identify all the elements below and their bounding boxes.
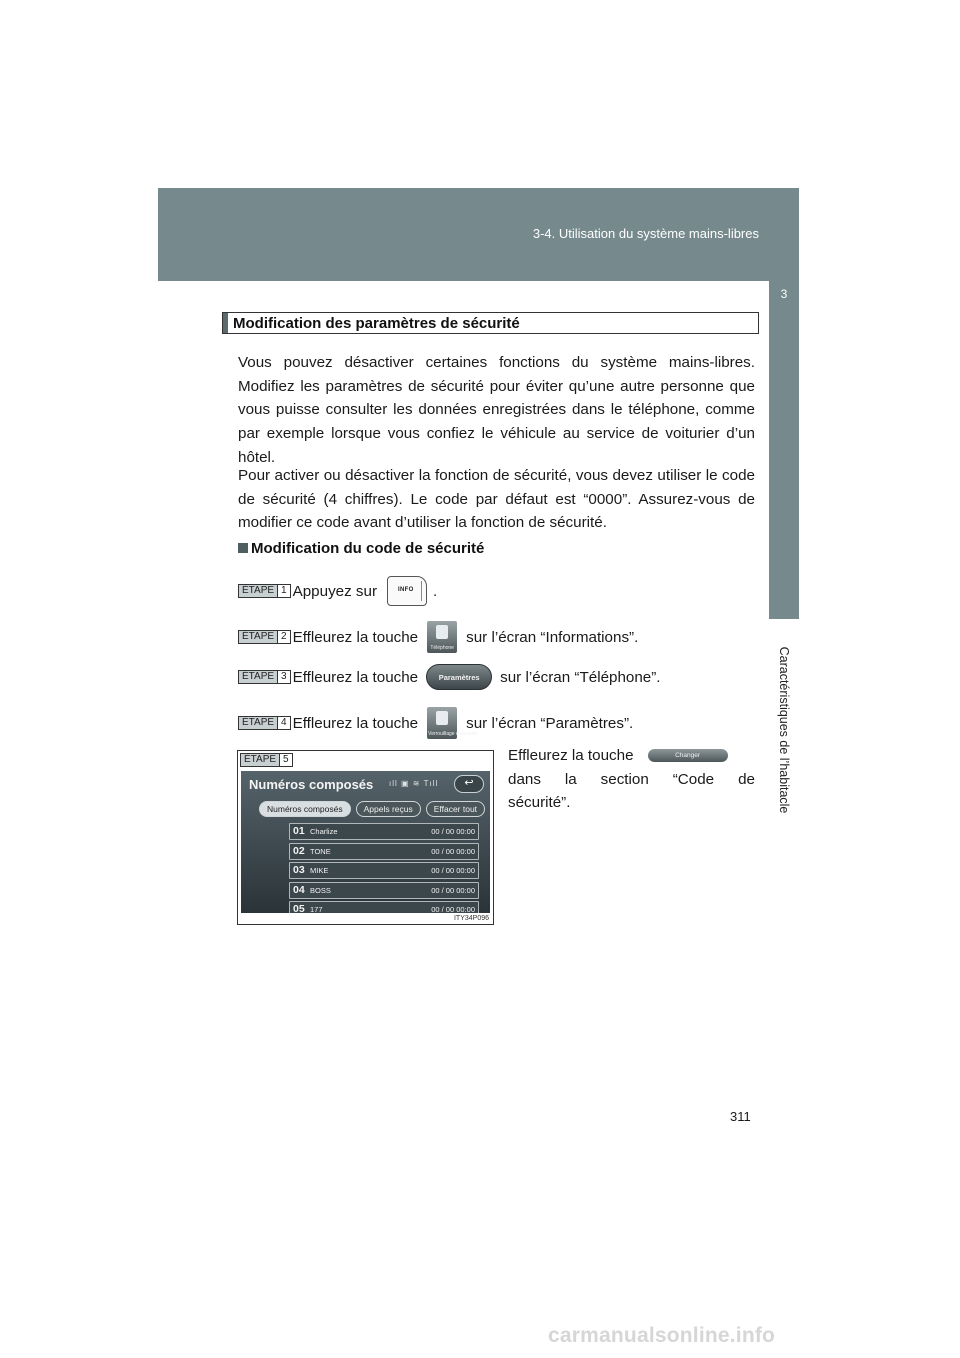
step-2 <box>238 621 638 653</box>
telephone-touch-icon: Téléphone <box>427 621 457 653</box>
section-title: Modification des paramètres de sécurité <box>233 315 520 332</box>
dialed-numbers-screen <box>241 771 490 913</box>
step-5-figure <box>237 750 494 925</box>
lock-icon <box>436 711 448 725</box>
changer-touch-icon: Changer <box>648 749 728 762</box>
step-badge: ÉTAPE 1 <box>238 584 291 598</box>
heading-bar <box>223 313 228 333</box>
step-text-end: sur l’écran “Informations”. <box>466 628 639 646</box>
list-item: 04 BOSS 00 / 00 00:00 <box>289 882 479 899</box>
step-5-text: Effleurez la touche Changer dans la section “Code de sécurité”. <box>508 744 755 815</box>
section-heading <box>222 312 759 334</box>
list-item: 01 Charlize 00 / 00 00:00 <box>289 823 479 840</box>
square-bullet-icon <box>238 543 248 553</box>
chapter-tab <box>769 279 799 619</box>
step-text-end: . <box>433 582 438 600</box>
call-list <box>289 823 479 913</box>
step-badge: ÉTAPE 2 <box>238 630 291 644</box>
list-item: 03 MIKE 00 / 00 00:00 <box>289 862 479 879</box>
step-1 <box>238 576 437 606</box>
watermark: carmanualsonline.info <box>548 1324 776 1347</box>
step-text-end: sécurité”. <box>508 794 571 812</box>
step-text: Appuyez sur <box>292 582 378 600</box>
info-button-icon: INFO <box>387 576 427 606</box>
chapter-section-title: 3-4. Utilisation du système mains-libres <box>532 226 759 241</box>
phone-icon <box>436 625 448 639</box>
step-3 <box>238 664 661 690</box>
chapter-number: 3 <box>780 287 788 301</box>
step-badge: ÉTAPE 3 <box>238 670 291 684</box>
status-icons: ıll ▣ ≋ Tıll <box>389 779 439 788</box>
step-text: Effleurez la touche <box>508 747 634 764</box>
step-badge: ÉTAPE 5 <box>240 753 293 767</box>
subsection-title: Modification du code de sécurité <box>251 540 485 557</box>
step-text-end: sur l’écran “Paramètres”. <box>466 714 634 732</box>
step-text-end: sur l’écran “Téléphone”. <box>500 668 661 686</box>
parametres-touch-icon: Paramètres <box>426 664 492 690</box>
header-band <box>158 188 799 281</box>
security-lock-touch-icon: Verrouillage d’sécurité <box>427 707 457 739</box>
security-code-paragraph: Pour activer ou désactiver la fonction de sécurité, vous devez utiliser le code de sécurité (4 chiffres). Le code par défaut est “0000”. Assurez-vous de modifier ce code avant d’utiliser la fonction de sécurité. <box>238 467 755 532</box>
step-text: Effleurez la touche <box>292 628 419 646</box>
step-badge: ÉTAPE 4 <box>238 716 291 730</box>
screen-title: Numéros composés <box>249 777 374 792</box>
chapter-side-label <box>770 630 798 830</box>
step-text: Effleurez la touche <box>292 714 419 732</box>
figure-code: ITY34P096 <box>453 915 489 922</box>
chapter-title-vertical: Caractéristiques de l’habitacle <box>777 646 791 814</box>
subsection-heading <box>238 540 484 557</box>
list-item: 05 177 00 / 00 00:00 <box>289 901 479 913</box>
back-arrow-icon: ↩ <box>454 775 484 793</box>
intro-paragraph: Vous pouvez désactiver certaines fonctions du système mains-libres. Modifiez les paramètres de sécurité pour éviter qu’une autre personne que vous puisse consulter les données enregistrées dans le téléphone, comme par exemple lorsque vous confiez le véhicule au service de voiturier d’un hôtel. <box>238 354 755 466</box>
step-4 <box>238 707 633 739</box>
tab-clear-all: Effacer tout <box>426 801 485 817</box>
step-text: Effleurez la touche <box>292 668 419 686</box>
screen-tabs <box>259 801 485 817</box>
tab-dialed: Numéros composés <box>259 801 351 817</box>
page-number: 311 <box>730 1109 751 1124</box>
tab-received: Appels reçus <box>356 801 421 817</box>
list-item: 02 TONE 00 / 00 00:00 <box>289 843 479 860</box>
